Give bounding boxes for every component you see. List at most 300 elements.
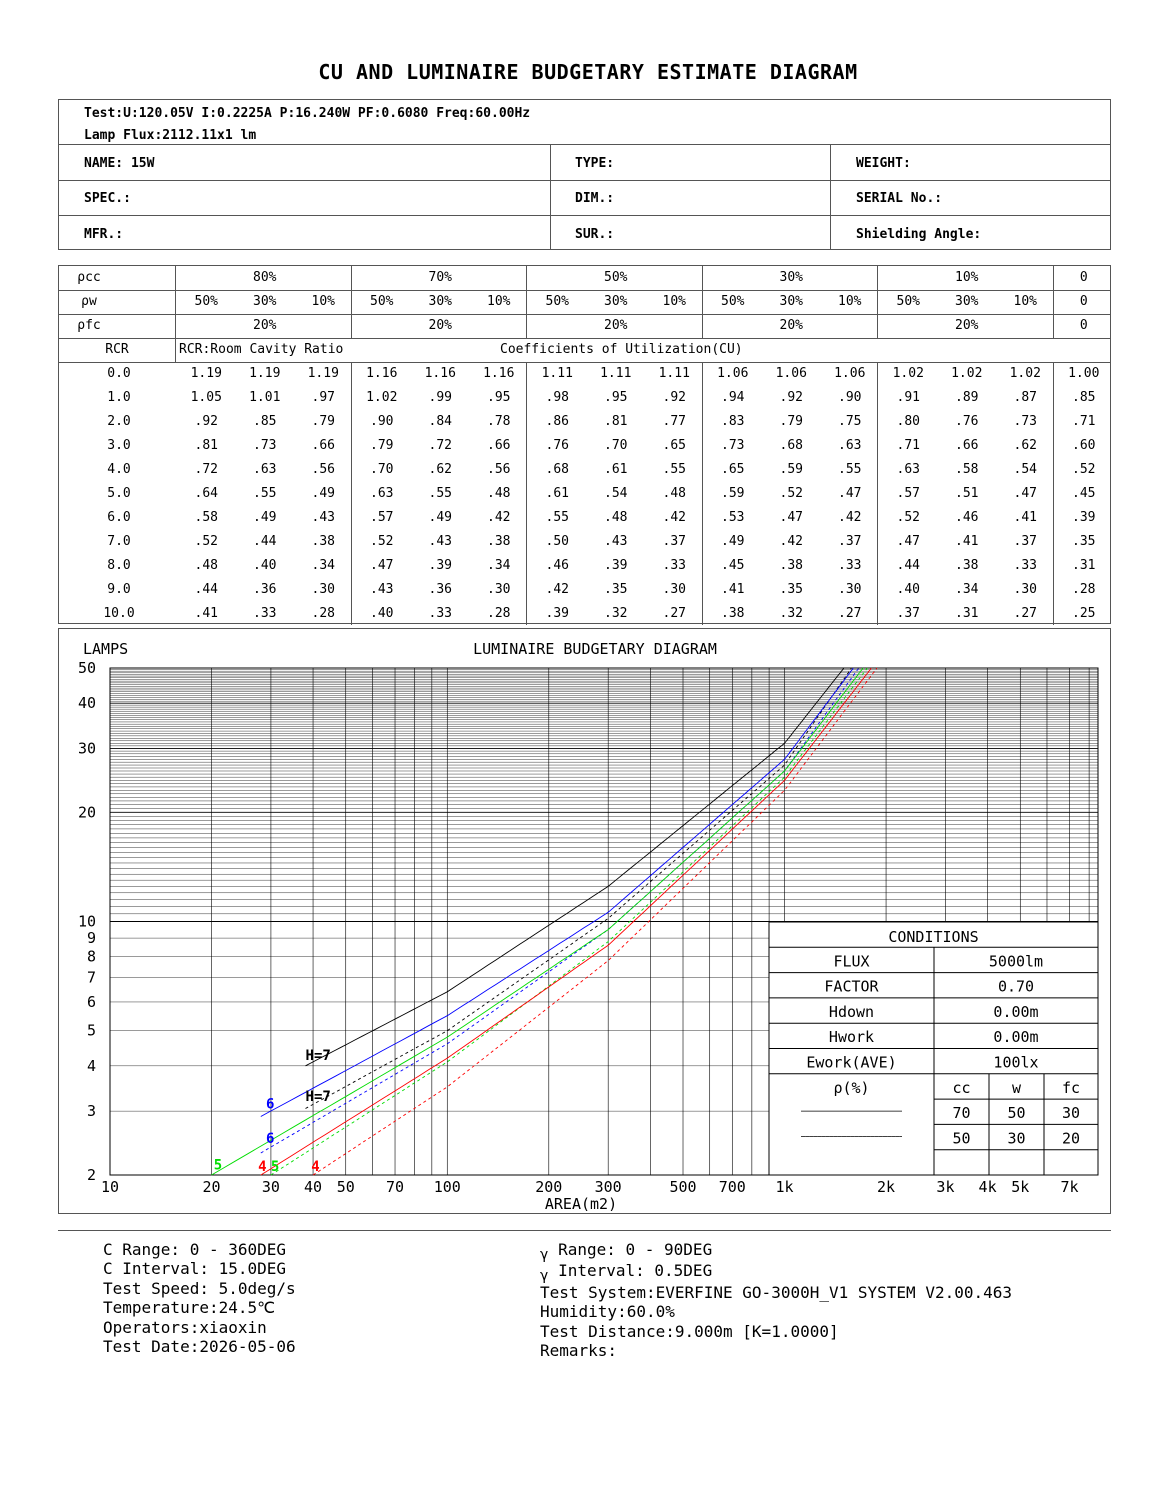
x-tick-label: 30 [261, 1178, 280, 1196]
cu-value: .76 [545, 438, 569, 453]
cu-value: .37 [896, 606, 920, 621]
y-tick-label: 6 [86, 992, 96, 1011]
rcr-value: 0.0 [107, 366, 131, 381]
rho-value: 50 [952, 1129, 971, 1148]
y-tick-label: 2 [86, 1166, 96, 1184]
cu-value: .33 [662, 558, 686, 573]
cu-value: .70 [604, 438, 628, 453]
rcr-value: 5.0 [107, 486, 131, 501]
rcr-value: 7.0 [107, 534, 131, 549]
cu-value: .33 [1013, 558, 1037, 573]
rcr-value: 4.0 [107, 462, 131, 477]
cu-value: .43 [428, 534, 452, 549]
x-tick-label: 300 [594, 1178, 622, 1196]
cu-value: .35 [1072, 534, 1096, 549]
x-tick-label: 70 [385, 1178, 405, 1196]
temperature: Temperature:24.5℃ [103, 1298, 276, 1318]
x-tick-label: 1k [775, 1178, 794, 1196]
cu-value: .52 [779, 486, 803, 501]
rho-header: fc [1061, 1078, 1081, 1097]
cu-value: .45 [721, 558, 745, 573]
w-value: 10% [662, 294, 686, 309]
cu-value: .37 [662, 534, 686, 549]
cu-value: .48 [194, 558, 218, 573]
cu-value: .36 [253, 582, 277, 597]
gamma-symbol: γ [540, 1247, 549, 1263]
test-date: Test Date:2026-05-06 [103, 1337, 296, 1357]
rho-value: 30 [1061, 1104, 1081, 1123]
cu-value: .90 [370, 414, 394, 429]
cu-value: .30 [662, 582, 686, 597]
cu-value: .65 [721, 462, 745, 477]
c-range: C Range: 0 - 360DEG [103, 1240, 287, 1259]
w-value: 10% [1013, 294, 1037, 309]
cu-value: .42 [838, 510, 862, 525]
cu-value: .36 [428, 582, 452, 597]
cu-value: .86 [545, 414, 569, 429]
cu-value: .47 [1013, 486, 1037, 501]
cu-value: .46 [955, 510, 979, 525]
rcr-value: 10.0 [103, 606, 135, 621]
cu-value: .47 [779, 510, 803, 525]
rcr-value: 2.0 [107, 414, 131, 429]
cu-value: .27 [838, 606, 862, 621]
cu-value: .28 [1072, 582, 1096, 597]
rho-value: 20 [1061, 1129, 1081, 1148]
cu-value: .48 [604, 510, 628, 525]
cu-value: .30 [487, 582, 511, 597]
cu-value: .68 [779, 438, 803, 453]
cu-value: 1.19 [307, 366, 339, 381]
cu-value: .63 [896, 462, 920, 477]
rcr-value: 8.0 [107, 558, 131, 573]
conditions-title: CONDITIONS [888, 928, 979, 946]
condition-value: 0.70 [997, 977, 1035, 996]
cu-value: .91 [896, 390, 920, 405]
condition-value: 100lx [993, 1053, 1039, 1072]
cu-value: .72 [194, 462, 218, 477]
cu-value: .87 [1013, 390, 1037, 405]
cu-value: 1.19 [190, 366, 222, 381]
dim-field: DIM.: [575, 191, 615, 206]
cu-value: .47 [896, 534, 920, 549]
rho-value: 50 [1007, 1104, 1026, 1123]
cu-value: .32 [779, 606, 803, 621]
cu-value: .49 [721, 534, 745, 549]
x-tick-label: 100 [433, 1178, 461, 1196]
cu-value: .55 [428, 486, 452, 501]
cu-value: .43 [311, 510, 335, 525]
cu-value: .59 [779, 462, 803, 477]
cu-table [58, 265, 1111, 624]
cu-value: .33 [838, 558, 862, 573]
label-rcr: RCR [105, 342, 129, 357]
curve-label: H=7 [305, 1048, 331, 1065]
curve-label: 4 [311, 1159, 320, 1176]
cu-value: .68 [545, 462, 569, 477]
shielding-field: Shielding Angle: [856, 227, 982, 242]
cu-value: .39 [604, 558, 628, 573]
y-tick-label: 9 [86, 929, 96, 948]
cu-value: 1.00 [1068, 366, 1100, 381]
w-value: 30% [779, 294, 803, 309]
cu-value: 1.11 [541, 366, 573, 381]
cu-value: .48 [662, 486, 686, 501]
cu-value: 1.16 [424, 366, 456, 381]
cu-value: .35 [779, 582, 803, 597]
y-tick-label: 20 [77, 803, 96, 822]
x-tick-label: 200 [535, 1178, 563, 1196]
w-last: 0 [1079, 294, 1088, 309]
cu-value: .25 [1072, 606, 1096, 621]
cu-value: .72 [428, 438, 452, 453]
cu-value: .43 [370, 582, 394, 597]
gamma-interval: Interval: 0.5DEG [548, 1261, 713, 1281]
w-value: 30% [604, 294, 628, 309]
cu-value: .41 [1013, 510, 1037, 525]
curve-label: 5 [213, 1157, 223, 1174]
rho-value: 30 [1007, 1129, 1026, 1148]
mfr-field: MFR.: [84, 227, 124, 242]
cu-value: .47 [370, 558, 394, 573]
cu-value: .38 [487, 534, 511, 549]
cu-value: .70 [370, 462, 394, 477]
footer-right [540, 1240, 1012, 1360]
cu-value: .79 [779, 414, 803, 429]
cu-note: Coefficients of Utilization(CU) [500, 342, 743, 357]
cu-value: .85 [253, 414, 277, 429]
cu-value: 1.02 [951, 366, 983, 381]
cu-value: .42 [662, 510, 686, 525]
cu-value: .28 [487, 606, 511, 621]
cu-value: .92 [779, 390, 803, 405]
y-tick-label: 4 [86, 1056, 96, 1075]
cu-value: .90 [838, 390, 862, 405]
cu-value: .76 [955, 414, 979, 429]
fc-value: 20% [604, 318, 628, 333]
cu-value: .65 [662, 438, 686, 453]
cu-value: .57 [370, 510, 394, 525]
cu-value: .39 [428, 558, 452, 573]
cu-value: .43 [604, 534, 628, 549]
cu-value: .40 [253, 558, 277, 573]
condition-label: Hdown [828, 1002, 875, 1021]
cu-value: .73 [253, 438, 277, 453]
rcr-value: 3.0 [107, 438, 131, 453]
condition-value: 5000lm [988, 952, 1044, 971]
y-tick-label: 50 [77, 659, 96, 677]
cu-value: .33 [253, 606, 277, 621]
test-distance: Test Distance:9.000m [K=1.0000] [540, 1321, 839, 1341]
cu-value: .83 [721, 414, 745, 429]
remarks: Remarks: [540, 1341, 618, 1361]
condition-label: FLUX [833, 952, 870, 971]
y-tick-label: 3 [86, 1102, 96, 1121]
gamma-range: Range: 0 - 90DEG [548, 1240, 713, 1259]
rcr-value: 6.0 [107, 510, 131, 525]
cu-value: .32 [604, 606, 628, 621]
cu-value: 1.02 [892, 366, 924, 381]
cu-value: .39 [1072, 510, 1096, 525]
cu-value: .58 [955, 462, 979, 477]
flux-line: Lamp Flux:2112.11x1 lm [84, 128, 257, 143]
cu-value: 1.06 [775, 366, 807, 381]
cu-value: .44 [194, 582, 218, 597]
condition-label: Hwork [828, 1028, 875, 1047]
cu-value: .41 [955, 534, 979, 549]
cc-group: 80% [253, 270, 277, 285]
cu-value: .37 [838, 534, 862, 549]
cu-value: .63 [838, 438, 862, 453]
cu-value: .46 [545, 558, 569, 573]
rho-header: w [1011, 1078, 1022, 1097]
rho-header: cc [952, 1078, 971, 1097]
w-value: 30% [428, 294, 452, 309]
cu-value: .92 [194, 414, 218, 429]
cu-value: .55 [838, 462, 862, 477]
cu-value: .52 [896, 510, 920, 525]
footer-left [103, 1240, 296, 1356]
curve-label: H=7 [305, 1088, 331, 1105]
cu-value: .52 [194, 534, 218, 549]
w-value: 50% [194, 294, 218, 309]
cu-value: .30 [311, 582, 335, 597]
spec-field: SPEC.: [84, 191, 131, 206]
test-line: Test:U:120.05V I:0.2225A P:16.240W PF:0.6080 Freq:60.00Hz [84, 106, 531, 121]
cu-value: .44 [253, 534, 277, 549]
curve-label: 6 [265, 1131, 275, 1148]
cu-value: .63 [253, 462, 277, 477]
rho-label: ρ(%) [833, 1078, 870, 1097]
x-tick-label: 700 [718, 1178, 746, 1196]
condition-label: FACTOR [824, 977, 879, 996]
cu-value: .52 [370, 534, 394, 549]
cu-value: .62 [1013, 438, 1037, 453]
cu-value: .44 [896, 558, 920, 573]
cu-value: .45 [1072, 486, 1096, 501]
cu-value: .54 [604, 486, 628, 501]
curve-label: 6 [265, 1096, 275, 1113]
cu-value: .42 [545, 582, 569, 597]
condition-value: 0.00m [993, 1002, 1039, 1021]
curve-label: 4 [258, 1159, 267, 1176]
cu-value: .48 [487, 486, 511, 501]
x-tick-label: 10 [100, 1178, 120, 1196]
x-tick-label: 5k [1011, 1178, 1030, 1196]
cc-group: 70% [428, 270, 452, 285]
cu-value: 1.16 [483, 366, 515, 381]
w-value: 30% [253, 294, 277, 309]
cu-value: .89 [955, 390, 979, 405]
cu-value: .38 [721, 606, 745, 621]
cu-value: .49 [311, 486, 335, 501]
sur-field: SUR.: [575, 227, 615, 242]
x-tick-label: 500 [669, 1178, 697, 1196]
cc-last: 0 [1079, 270, 1088, 285]
w-value: 30% [955, 294, 979, 309]
cu-value: .41 [721, 582, 745, 597]
cu-value: .77 [662, 414, 686, 429]
cu-value: 1.16 [366, 366, 398, 381]
budgetary-chart-box [58, 628, 1111, 1214]
cu-value: .53 [721, 510, 745, 525]
cu-value: .79 [311, 414, 335, 429]
type-field: TYPE: [575, 156, 615, 171]
operators: Operators:xiaoxin [103, 1317, 267, 1337]
cu-value: .40 [896, 582, 920, 597]
cu-value: 1.01 [249, 390, 281, 405]
cu-value: .56 [487, 462, 511, 477]
cu-value: .31 [1072, 558, 1096, 573]
cu-value: 1.11 [658, 366, 690, 381]
cu-value: .57 [896, 486, 920, 501]
x-tick-label: 50 [336, 1178, 355, 1196]
cu-value: .66 [311, 438, 335, 453]
cu-value: 1.19 [249, 366, 281, 381]
cu-value: .52 [1072, 462, 1096, 477]
cu-value: .94 [721, 390, 745, 405]
budgetary-chart [59, 629, 1110, 1213]
cu-value: .27 [662, 606, 686, 621]
cu-value: .60 [1072, 438, 1096, 453]
rcr-value: 1.0 [107, 390, 131, 405]
cu-value: .85 [1072, 390, 1096, 405]
curve-label: 5 [270, 1159, 280, 1176]
cu-value: .38 [955, 558, 979, 573]
cu-value: .99 [428, 390, 452, 405]
cu-value: .42 [779, 534, 803, 549]
test-speed: Test Speed: 5.0deg/s [103, 1278, 296, 1298]
cu-value: .37 [1013, 534, 1037, 549]
cu-value: .55 [253, 486, 277, 501]
label-rho-cc: ρcc [77, 270, 101, 285]
cu-value: .95 [487, 390, 511, 405]
cu-value: .73 [721, 438, 745, 453]
cu-value: .50 [545, 534, 569, 549]
rcr-value: 9.0 [107, 582, 131, 597]
cu-value: .66 [955, 438, 979, 453]
x-tick-label: 3k [936, 1178, 955, 1196]
cu-value: .42 [487, 510, 511, 525]
weight-field: WEIGHT: [856, 156, 911, 171]
y-tick-label: 40 [77, 694, 96, 713]
cu-value: .55 [545, 510, 569, 525]
cu-value: .35 [604, 582, 628, 597]
y-tick-label: 5 [86, 1021, 96, 1040]
test-system: Test System:EVERFINE GO-3000H_V1 SYSTEM V2.00.463 [540, 1282, 1013, 1302]
humidity: Humidity:60.0% [540, 1302, 675, 1322]
cc-group: 10% [955, 270, 979, 285]
cu-value: .78 [487, 414, 511, 429]
cu-value: .63 [370, 486, 394, 501]
cu-value: .79 [370, 438, 394, 453]
condition-value: 0.00m [993, 1028, 1039, 1047]
cu-value: .34 [311, 558, 335, 573]
w-value: 50% [370, 294, 394, 309]
cu-value: 1.11 [600, 366, 632, 381]
cu-value: .81 [604, 414, 628, 429]
cu-value: .55 [662, 462, 686, 477]
cu-value: .64 [194, 486, 218, 501]
cu-value: .27 [1013, 606, 1037, 621]
x-axis-title: AREA(m2) [544, 1195, 618, 1213]
w-value: 10% [487, 294, 511, 309]
series-line [306, 668, 844, 1066]
cu-value: .49 [428, 510, 452, 525]
cu-value: .51 [955, 486, 979, 501]
cu-value: .40 [370, 606, 394, 621]
cu-value: 1.02 [1009, 366, 1041, 381]
page-title: CU AND LUMINAIRE BUDGETARY ESTIMATE DIAGRAM [318, 60, 858, 84]
fc-last: 0 [1079, 318, 1088, 333]
cu-value: .71 [896, 438, 920, 453]
cu-value: .30 [838, 582, 862, 597]
cu-value: .97 [311, 390, 335, 405]
y-tick-label: 8 [86, 947, 96, 966]
cu-value: .28 [311, 606, 335, 621]
cu-value: .47 [838, 486, 862, 501]
x-tick-label: 4k [978, 1178, 997, 1196]
x-tick-label: 40 [304, 1178, 323, 1196]
cu-value: .71 [1072, 414, 1096, 429]
cu-value: .30 [1013, 582, 1037, 597]
cc-group: 30% [779, 270, 803, 285]
cu-value: .56 [311, 462, 335, 477]
cu-value: .58 [194, 510, 218, 525]
cu-value: 1.06 [834, 366, 866, 381]
label-rho-w: ρw [81, 294, 97, 309]
w-value: 50% [721, 294, 745, 309]
w-value: 10% [311, 294, 335, 309]
cu-value: .61 [545, 486, 569, 501]
fc-value: 20% [779, 318, 803, 333]
y-tick-label: 7 [86, 968, 96, 987]
cu-value: .81 [194, 438, 218, 453]
gamma-symbol: γ [540, 1268, 549, 1285]
x-tick-label: 2k [877, 1178, 896, 1196]
cu-value: .38 [311, 534, 335, 549]
rcr-note: RCR:Room Cavity Ratio [179, 342, 344, 357]
cu-value: 1.05 [190, 390, 222, 405]
cu-value: .54 [1013, 462, 1037, 477]
cu-value: .39 [545, 606, 569, 621]
cu-value: .84 [428, 414, 452, 429]
cu-value: .80 [896, 414, 920, 429]
cu-value: .61 [604, 462, 628, 477]
chart-title: LUMINAIRE BUDGETARY DIAGRAM [473, 640, 717, 658]
cu-value: .59 [721, 486, 745, 501]
serial-field: SERIAL No.: [856, 191, 943, 206]
cu-value: .73 [1013, 414, 1037, 429]
cc-group: 50% [604, 270, 628, 285]
y-tick-label: 30 [77, 739, 96, 758]
cu-value: .75 [838, 414, 862, 429]
cu-value: .34 [955, 582, 979, 597]
cu-value: .98 [545, 390, 569, 405]
cu-value: .49 [253, 510, 277, 525]
fc-value: 20% [428, 318, 452, 333]
cu-value: 1.02 [366, 390, 398, 405]
label-rho-fc: ρfc [77, 318, 101, 333]
cu-value: .92 [662, 390, 686, 405]
cu-value: .66 [487, 438, 511, 453]
cu-value: .34 [487, 558, 511, 573]
fc-value: 20% [955, 318, 979, 333]
fc-value: 20% [253, 318, 277, 333]
y-axis-title: LAMPS [83, 640, 129, 658]
series-line [261, 668, 854, 1117]
c-interval: C Interval: 15.0DEG [103, 1259, 287, 1279]
